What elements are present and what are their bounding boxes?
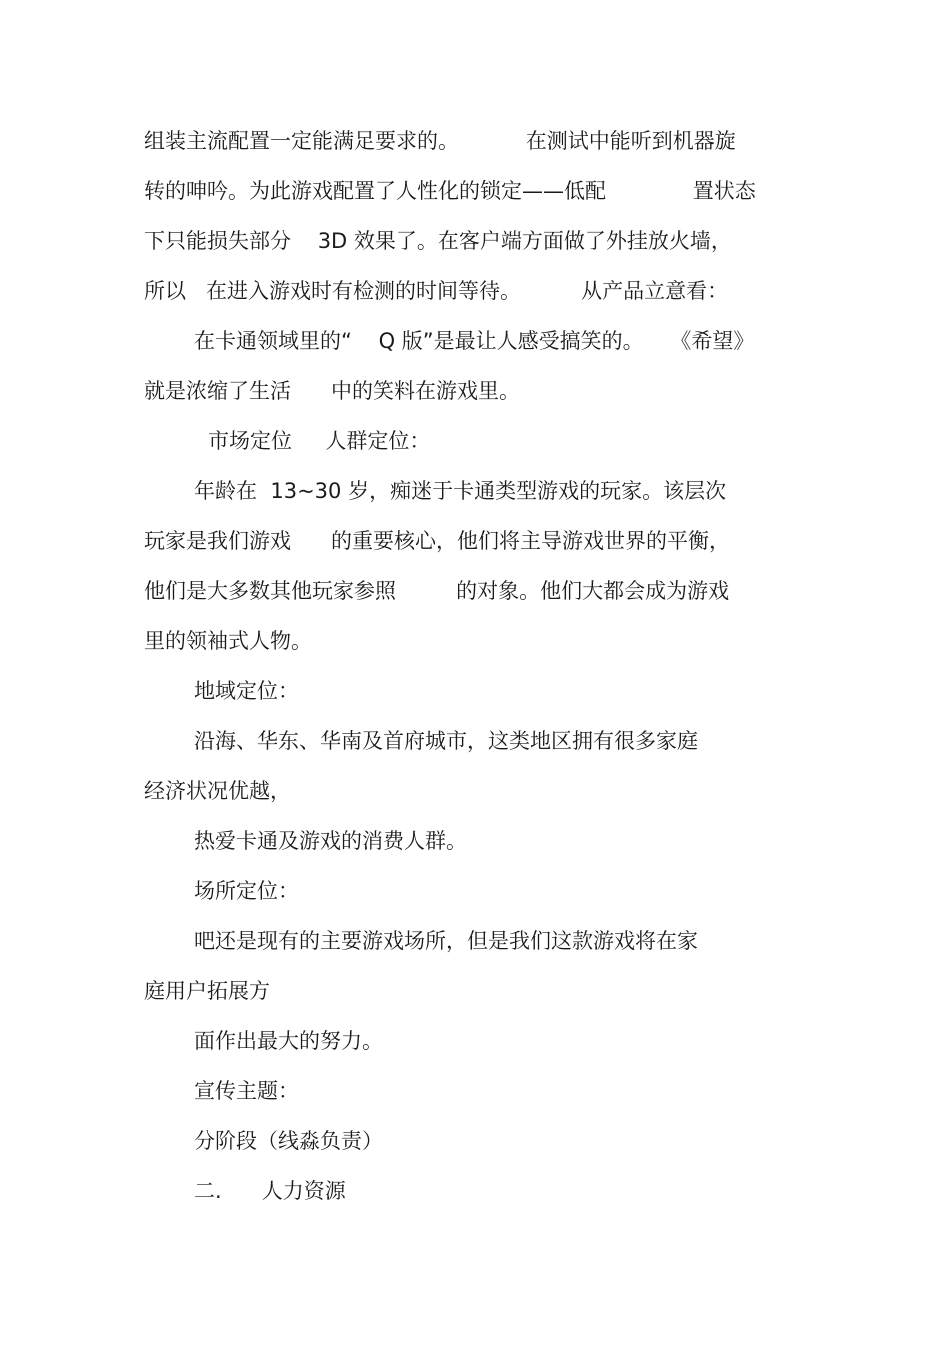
text-line: 组装主流配置一定能满足要求的。 在测试中能听到机器旋 [144, 129, 736, 153]
section-heading: 宣传主题： [194, 1079, 299, 1103]
text-line: 热爱卡通及游戏的消费人群。 [194, 829, 467, 853]
text-line: 玩家是我们游戏 的重要核心，他们将主导游戏世界的平衡， [144, 529, 731, 553]
text-line: 吧还是现有的主要游戏场所，但是我们这款游戏将在家 [194, 929, 698, 953]
text-line: 面作出最大的努力。 [194, 1029, 383, 1053]
text-line: 所以 在进入游戏时有检测的时间等待。 从产品立意看： [144, 279, 729, 303]
text-line: 里的领袖式人物。 [144, 629, 312, 653]
text-line: 分阶段（线淼负责） [194, 1129, 383, 1153]
text-line: 他们是大多数其他玩家参照 的对象。他们大都会成为游戏 [144, 579, 730, 603]
text-line: 年龄在 13~30 岁，痴迷于卡通类型游戏的玩家。该层次 [194, 479, 727, 503]
text-line: 下只能损失部分 3D 效果了。在客户端方面做了外挂放火墙， [144, 229, 732, 253]
text-line: 庭用户拓展方 [144, 979, 270, 1003]
text-line: 转的呻吟。为此游戏配置了人性化的锁定——低配 置状态 [144, 179, 756, 203]
section-heading: 二. 人力资源 [194, 1179, 346, 1203]
text-line: 就是浓缩了生活 中的笑料在游戏里。 [144, 379, 521, 403]
section-heading: 市场定位 人群定位： [208, 429, 431, 453]
text-line: 沿海、华东、华南及首府城市，这类地区拥有很多家庭 [194, 729, 698, 753]
section-heading: 地域定位： [194, 679, 299, 703]
text-line: 在卡通领域里的“ Q 版”是最让人感受搞笑的。 《希望》 [194, 329, 755, 353]
section-heading: 场所定位： [194, 879, 299, 903]
text-line: 经济状况优越， [144, 779, 291, 803]
